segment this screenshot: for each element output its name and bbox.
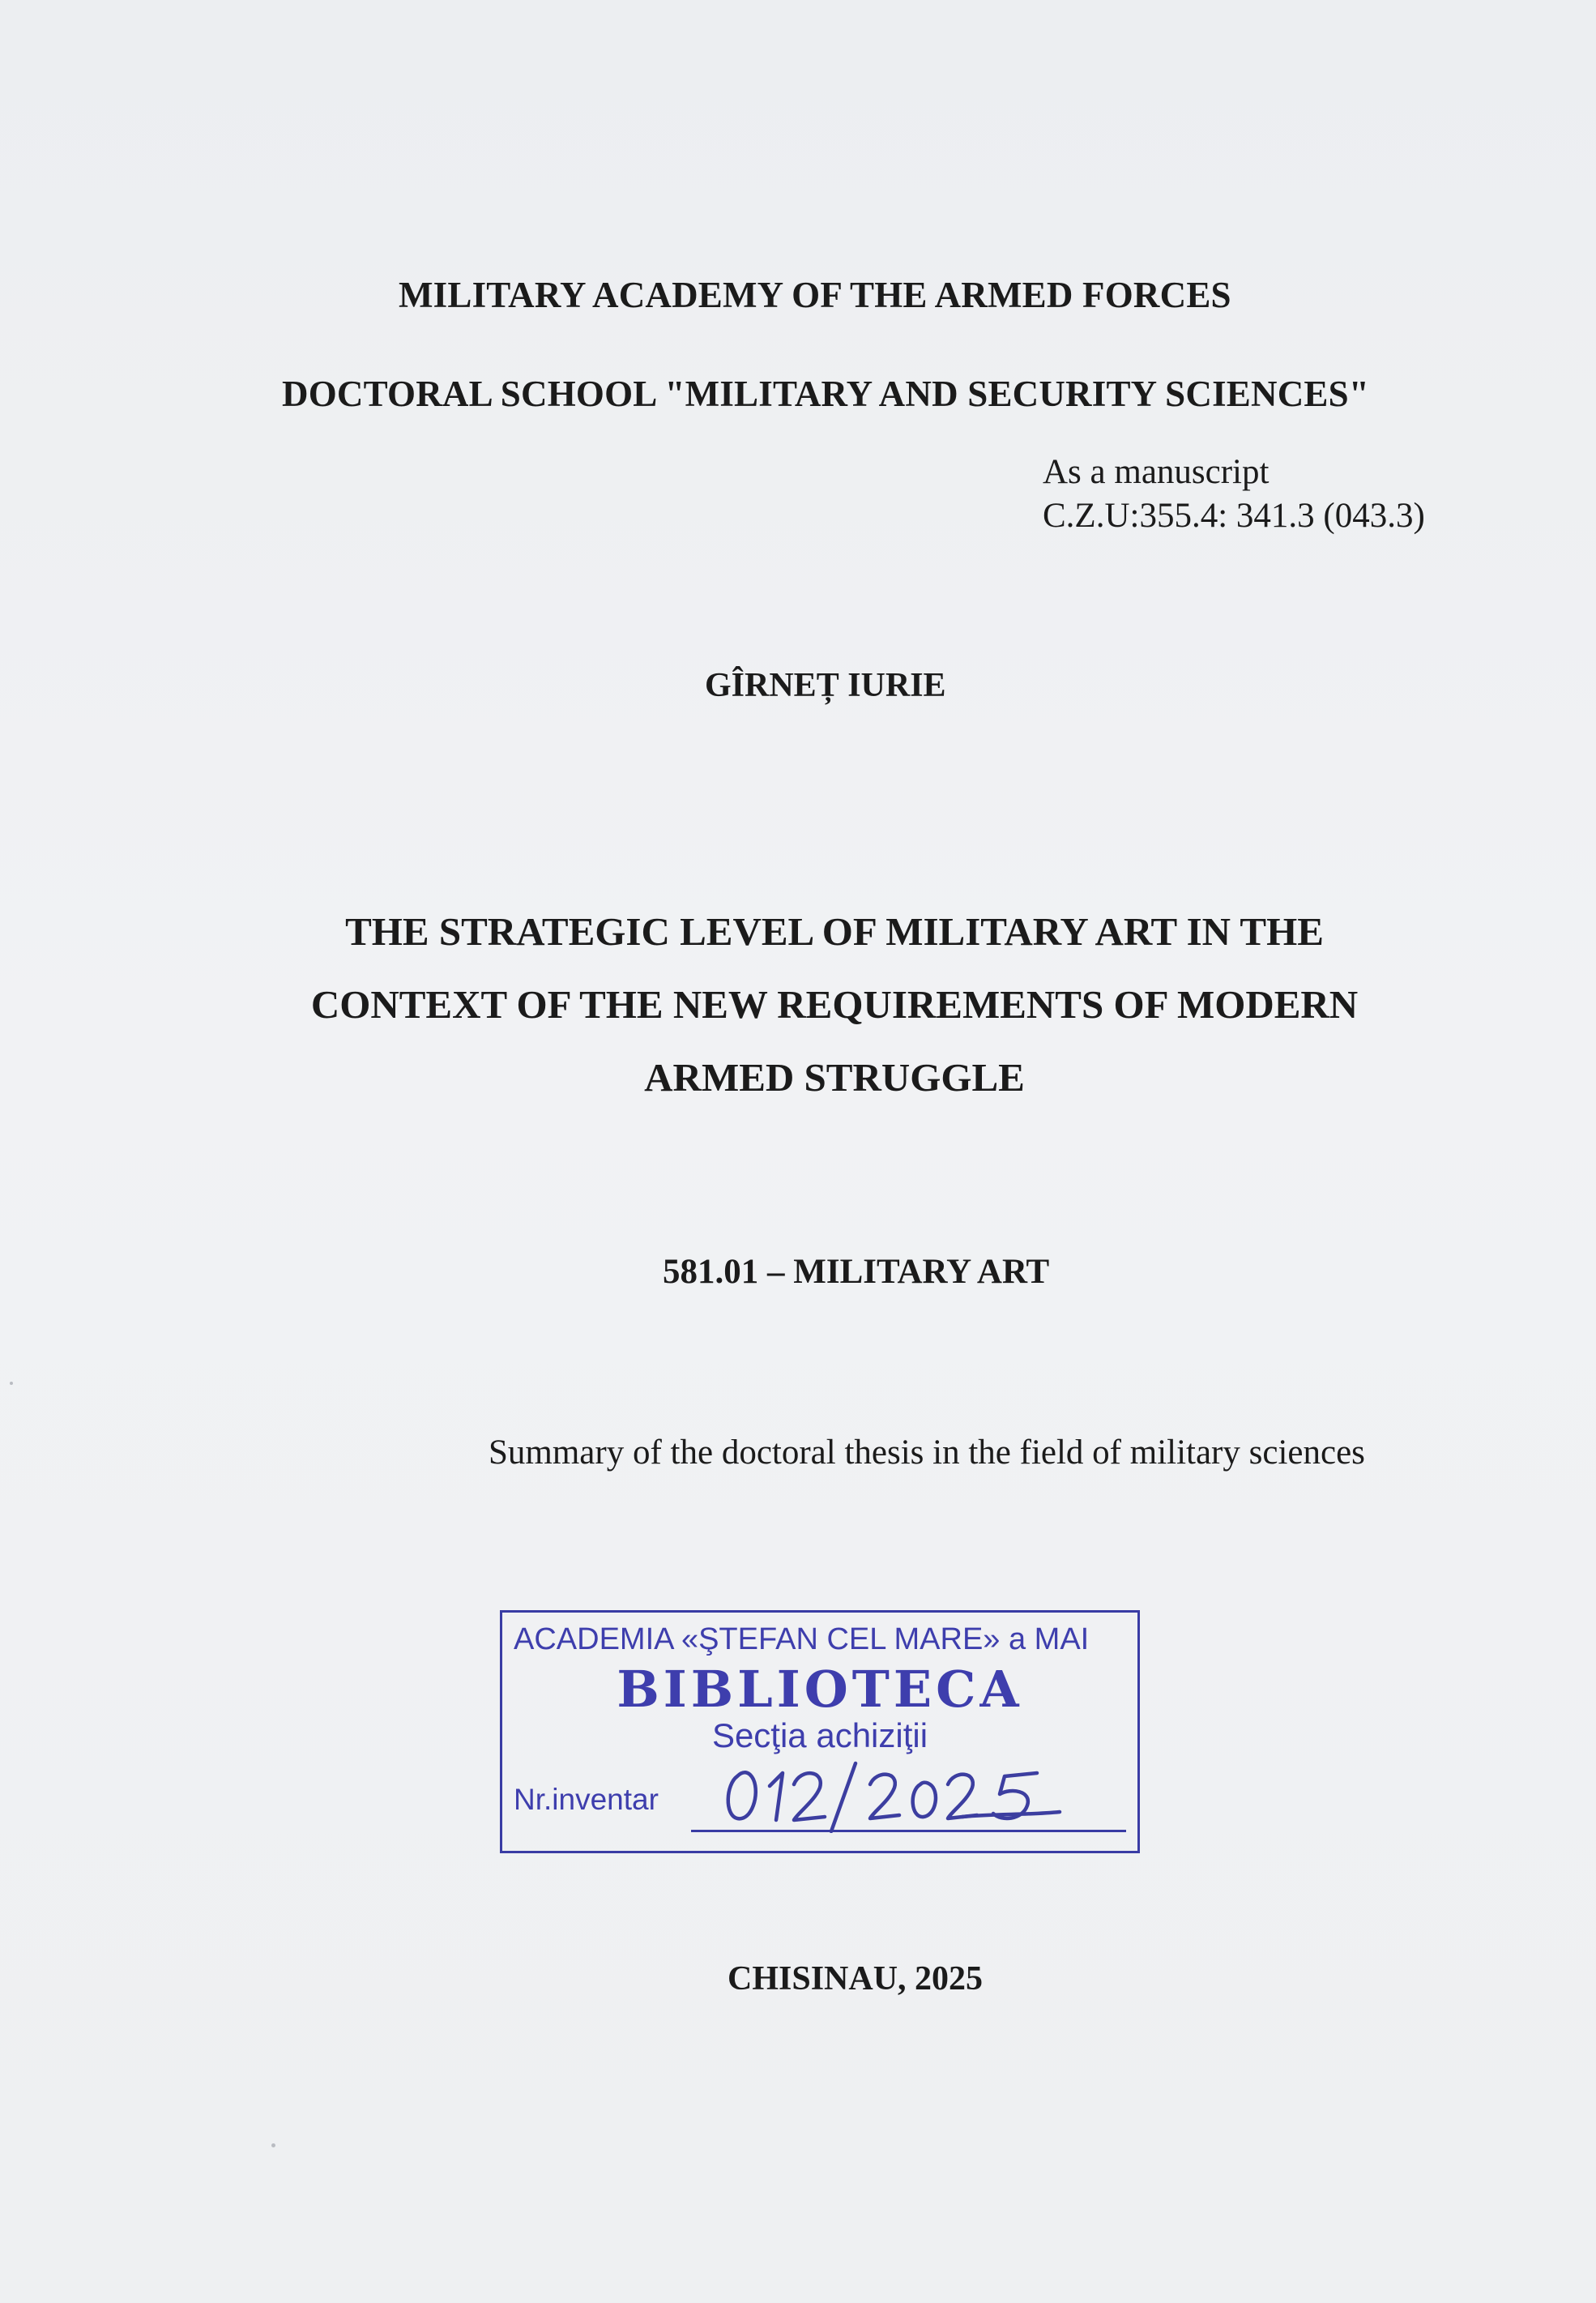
- doctoral-school-heading: DOCTORAL SCHOOL "MILITARY AND SECURITY SCIENCES": [282, 374, 1370, 414]
- author-name: GÎRNEȚ IURIE: [705, 667, 946, 704]
- specialty-code: 581.01 – MILITARY ART: [663, 1253, 1050, 1291]
- library-stamp: [500, 1610, 1140, 1853]
- stamp-academy-line: ACADEMIA «ŞTEFAN CEL MARE» a MAI: [514, 1622, 1090, 1656]
- summary-description: Summary of the doctoral thesis in the field of military sciences: [489, 1434, 1365, 1472]
- stamp-inventory-label: Nr.inventar: [514, 1783, 659, 1816]
- udc-classification: C.Z.U:355.4: 341.3 (043.3): [1043, 497, 1425, 535]
- stamp-section: Secţia achiziţii: [711, 1716, 928, 1754]
- paper-speck: [10, 1382, 13, 1385]
- handwritten-inventory-number: [719, 1752, 1108, 1833]
- paper-speck: [271, 2143, 275, 2147]
- city-year: CHISINAU, 2025: [728, 1960, 984, 1998]
- thesis-title-line: THE STRATEGIC LEVEL OF MILITARY ART IN THE: [345, 909, 1324, 954]
- thesis-title-line: CONTEXT OF THE NEW REQUIREMENTS OF MODERN: [310, 982, 1359, 1027]
- manuscript-block: [1043, 451, 1425, 538]
- thesis-title: [243, 895, 1426, 1114]
- thesis-title-line: ARMED STRUGGLE: [644, 1055, 1025, 1100]
- institution-heading: MILITARY ACADEMY OF THE ARMED FORCES: [399, 275, 1231, 315]
- manuscript-label: As a manuscript: [1043, 453, 1270, 491]
- stamp-library-title: BIBLIOTECA: [617, 1660, 1023, 1719]
